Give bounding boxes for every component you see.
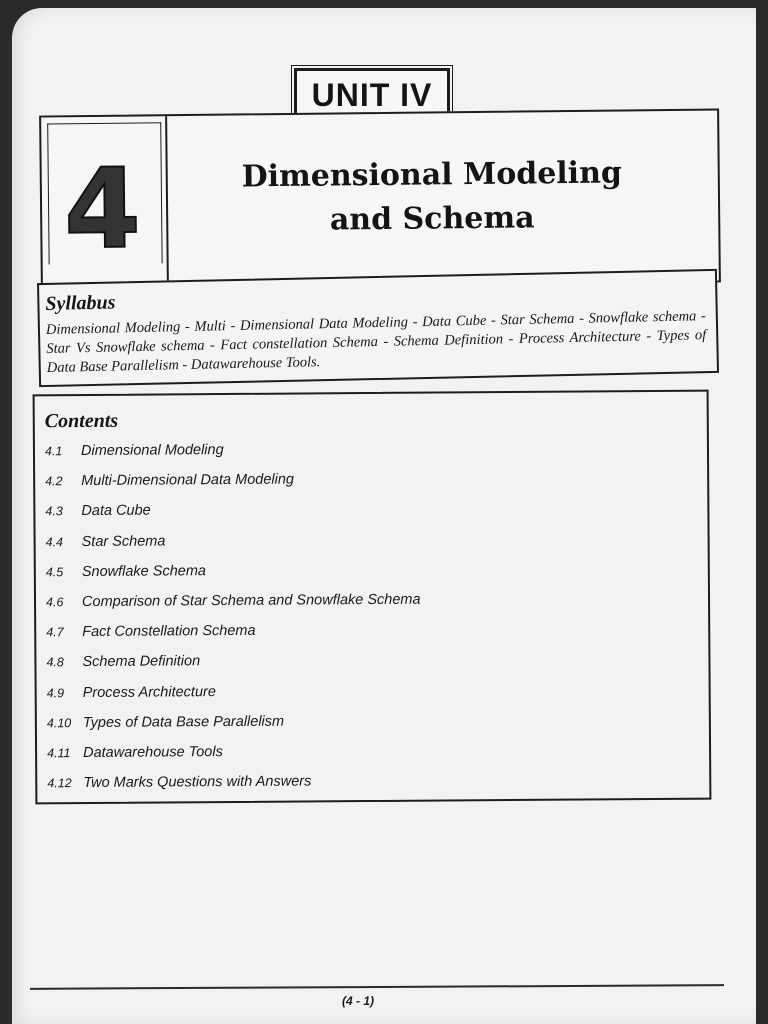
- contents-item: [45, 434, 420, 467]
- contents-item-title: Snowflake Schema: [81, 563, 206, 580]
- syllabus-text: Dimensional Modeling - Multi - Dimensional Data Modeling - Data Cube - Star Schema - Snowflake schema - Star Vs Snowflake schema - Fact constellation Schema - Schema Definition - Process Architecture - Types of Data Base Parallelism - Datawarehouse Tools.: [45, 308, 707, 376]
- contents-item-number: 4.1: [44, 444, 63, 459]
- contents-item-number: 4.11: [47, 746, 71, 761]
- contents-item: [47, 675, 422, 708]
- contents-item-title: Comparison of Star Schema and Snowflake Schema: [81, 591, 421, 611]
- chapter-divider: [165, 116, 169, 286]
- unit-label: UNIT IV: [294, 68, 450, 122]
- contents-item-number: 4.9: [46, 685, 65, 700]
- chapter-title: [202, 151, 663, 244]
- contents-item-title: Two Marks Questions with Answers: [83, 773, 312, 792]
- contents-item-title: Dimensional Modeling: [80, 442, 224, 460]
- contents-item: [46, 554, 421, 587]
- contents-item-title: Star Schema: [81, 533, 166, 550]
- chapter-number: 4: [63, 144, 142, 274]
- chapter-title-line1: Dimensional Modeling: [241, 155, 623, 195]
- contents-item: [45, 464, 420, 497]
- contents-item: [46, 585, 421, 618]
- contents-item: [47, 766, 422, 799]
- contents-item-number: 4.8: [46, 655, 64, 670]
- page-number: (4 - 1): [342, 994, 375, 1008]
- syllabus-box: [37, 269, 719, 387]
- contents-item-title: Process Architecture: [82, 683, 216, 701]
- contents-item-title: Fact Constellation Schema: [82, 623, 256, 641]
- syllabus-heading: Syllabus: [45, 291, 116, 315]
- contents-item-title: Data Cube: [81, 503, 151, 520]
- contents-heading: Contents: [44, 409, 119, 433]
- document-page: [12, 8, 756, 1024]
- chapter-title-line2: and Schema: [329, 200, 535, 238]
- contents-item-number: 4.2: [45, 474, 63, 489]
- contents-item-title: Schema Definition: [82, 653, 201, 671]
- contents-item: [47, 705, 422, 738]
- contents-item-number: 4.4: [45, 534, 64, 549]
- contents-item-number: 4.12: [47, 776, 72, 791]
- contents-list: [45, 434, 422, 799]
- contents-item: [45, 494, 420, 527]
- contents-item-number: 4.6: [45, 595, 64, 610]
- contents-item-number: 4.3: [45, 504, 63, 519]
- chapter-header: [39, 108, 721, 289]
- contents-item-number: 4.10: [46, 715, 72, 731]
- contents-box: [33, 390, 712, 805]
- contents-item-number: 4.7: [46, 625, 64, 640]
- footer-rule: [30, 984, 724, 990]
- contents-item: [47, 736, 422, 769]
- contents-item: [46, 645, 421, 678]
- contents-item: [46, 615, 421, 648]
- contents-item-title: Types of Data Base Parallelism: [82, 713, 285, 731]
- contents-item-title: Datawarehouse Tools: [83, 744, 223, 761]
- contents-item: [46, 524, 421, 557]
- contents-item-number: 4.5: [45, 564, 64, 580]
- contents-item-title: Multi-Dimensional Data Modeling: [81, 471, 295, 490]
